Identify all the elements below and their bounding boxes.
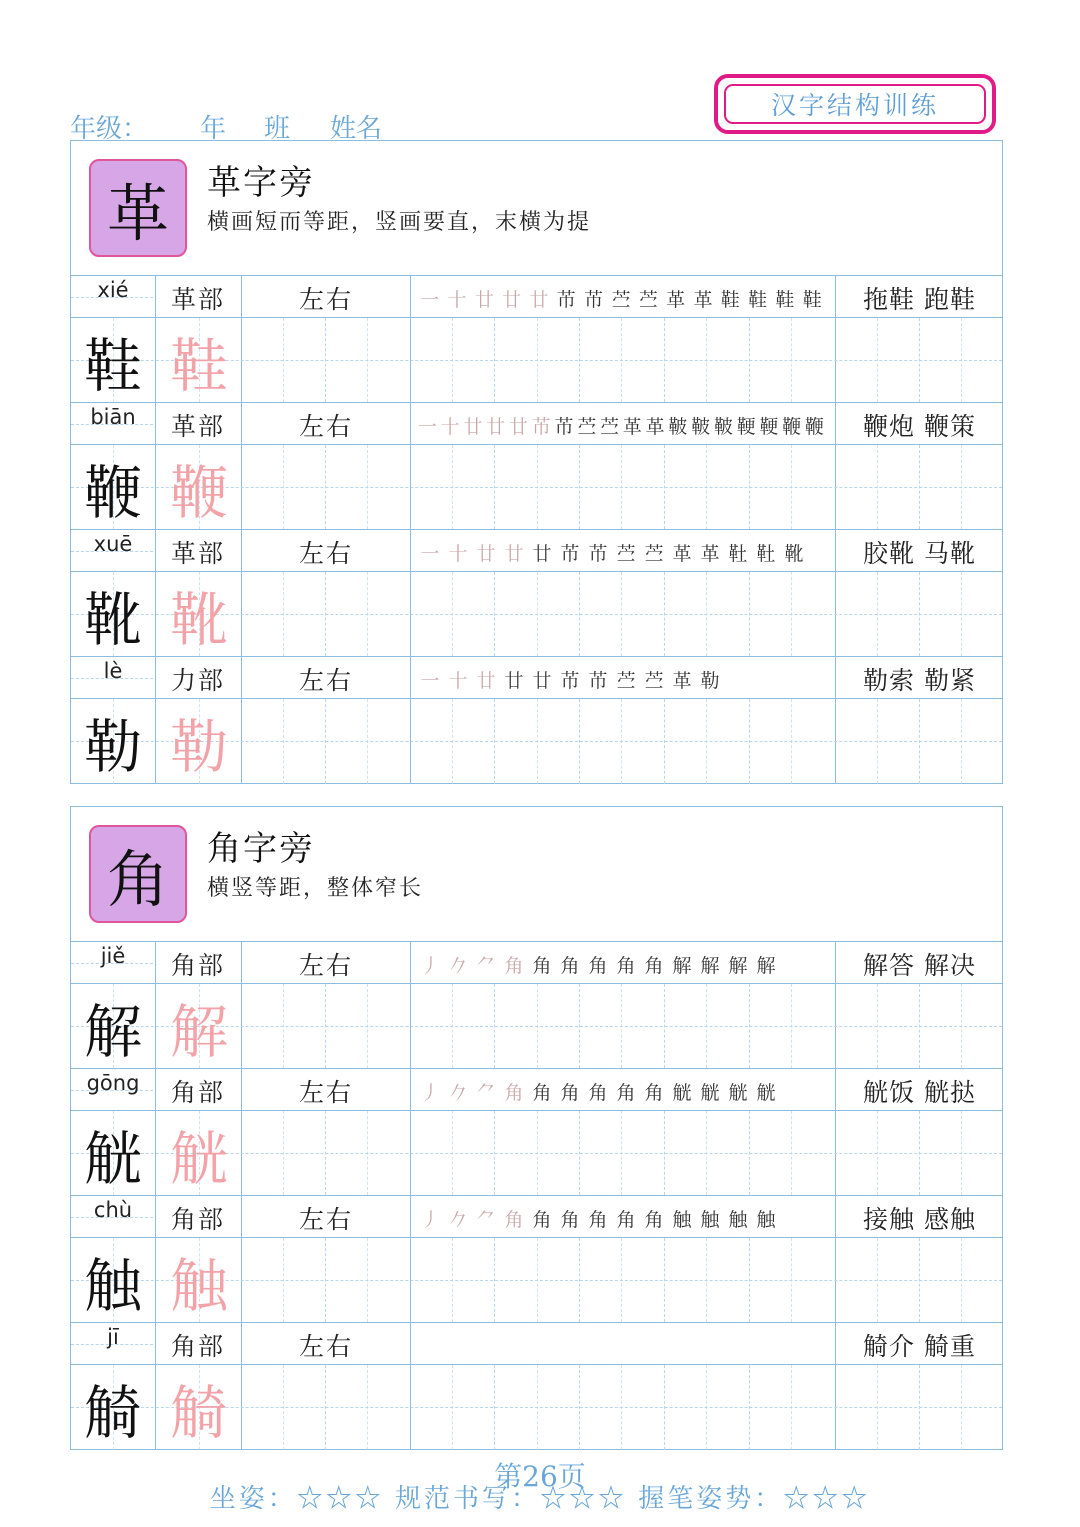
stroke-step: 一	[420, 288, 440, 311]
stroke-step: 芇	[588, 669, 608, 692]
trace-character: 勒	[169, 712, 228, 781]
stroke-step: 十	[447, 288, 467, 311]
char-row	[71, 403, 1002, 530]
example-words: 解答 解决	[863, 951, 976, 980]
stroke-order	[416, 1202, 831, 1234]
radical-category: 角部	[170, 1332, 225, 1361]
stroke-step: 鞋	[775, 288, 795, 311]
stroke-step: 𠂊	[448, 1081, 468, 1104]
structure-type: 左右	[298, 285, 353, 314]
stroke-step: 鞋	[720, 288, 740, 311]
structure-type: 左右	[298, 1205, 353, 1234]
trace-character: 鞋	[169, 331, 228, 400]
radical-description: 横竖等距，整体窄长	[207, 876, 424, 901]
stroke-step: 勒	[700, 669, 720, 692]
char-row	[71, 942, 1002, 1069]
stroke-step: 廿	[486, 415, 506, 438]
stroke-step: 廿	[474, 288, 494, 311]
stroke-step: 解	[756, 954, 776, 977]
stroke-step: 芇	[560, 542, 580, 565]
pinyin: chù	[93, 1198, 133, 1222]
stroke-step: 丿	[420, 1208, 440, 1231]
column-line	[155, 530, 156, 571]
stroke-step: 革	[645, 415, 665, 438]
stroke-step: 廿	[476, 542, 496, 565]
stroke-step: 丿	[420, 954, 440, 977]
stroke-step: 角	[532, 1081, 552, 1104]
example-words: 觥饭 觥挞	[863, 1078, 976, 1107]
radical-category: 角部	[170, 1078, 225, 1107]
structure-type: 左右	[298, 666, 353, 695]
model-character: 鞭	[83, 458, 142, 527]
pinyin: xuē	[93, 532, 133, 556]
stroke-step: 角	[504, 1208, 524, 1231]
stroke-step: 十	[448, 669, 468, 692]
radical-category: 力部	[170, 666, 225, 695]
stroke-step: 触	[700, 1208, 720, 1231]
stroke-step: 角	[588, 954, 608, 977]
stroke-order	[416, 1329, 831, 1361]
stroke-order	[416, 282, 831, 314]
pinyin: jī	[107, 1325, 119, 1349]
trace-character: 觭	[169, 1378, 228, 1447]
radical-category: 革部	[170, 539, 225, 568]
column-line	[155, 1323, 156, 1364]
stroke-step: 触	[756, 1208, 776, 1231]
model-character: 鞋	[83, 331, 142, 400]
stroke-step: 角	[616, 1081, 636, 1104]
stroke-step: 角	[644, 954, 664, 977]
trace-character: 鞭	[169, 458, 228, 527]
stroke-step: 鞁	[668, 415, 688, 438]
stroke-step: 鞁	[691, 415, 711, 438]
stroke-step: 苎	[644, 669, 664, 692]
info-band	[71, 657, 1002, 699]
stroke-order	[416, 948, 831, 980]
stroke-step: 鞋	[802, 288, 822, 311]
stroke-step: 靴	[784, 542, 804, 565]
stroke-step: 角	[588, 1081, 608, 1104]
structure-type: 左右	[298, 1332, 353, 1361]
radical-category: 革部	[170, 412, 225, 441]
radical-section	[70, 806, 1003, 1450]
stroke-step: 解	[700, 954, 720, 977]
pinyin: jiě	[100, 944, 126, 968]
stroke-step: 角	[560, 954, 580, 977]
stroke-step: 苎	[611, 288, 631, 311]
stroke-step: 芇	[554, 415, 574, 438]
stroke-step: 靯	[756, 542, 776, 565]
char-row	[71, 1323, 1002, 1450]
radical-category: 角部	[170, 1205, 225, 1234]
stroke-step: 廿	[529, 288, 549, 311]
stroke-step: 苎	[600, 415, 620, 438]
stroke-step: 十	[440, 415, 460, 438]
radical-section	[70, 140, 1003, 784]
stroke-step: 角	[532, 1208, 552, 1231]
stroke-step: 革	[700, 542, 720, 565]
stroke-step: 𠂊	[448, 954, 468, 977]
column-line	[155, 403, 156, 444]
stroke-step: 廿	[476, 669, 496, 692]
stroke-step: 一	[417, 415, 437, 438]
model-character: 觥	[83, 1124, 142, 1193]
example-words: 觭介 觭重	[863, 1332, 976, 1361]
stroke-step: 芇	[588, 542, 608, 565]
stroke-step: 触	[728, 1208, 748, 1231]
pinyin: lè	[103, 659, 123, 683]
stroke-step: 鞭	[804, 415, 824, 438]
stroke-step: 芇	[556, 288, 576, 311]
stroke-step: 角	[560, 1208, 580, 1231]
stroke-step: 鞋	[748, 288, 768, 311]
example-words: 勒索 勒紧	[863, 666, 976, 695]
stroke-step: 角	[644, 1081, 664, 1104]
writing-grid	[71, 1111, 1002, 1196]
stroke-step: 一	[420, 542, 440, 565]
stroke-step: 廿	[504, 542, 524, 565]
stroke-step: 解	[672, 954, 692, 977]
model-character: 觭	[83, 1378, 142, 1447]
info-band	[71, 1323, 1002, 1365]
column-line	[155, 1069, 156, 1110]
trace-character: 靴	[169, 585, 228, 654]
char-row	[71, 1069, 1002, 1196]
section-header	[71, 807, 1002, 942]
pinyin: biān	[90, 405, 136, 429]
char-row	[71, 1196, 1002, 1323]
stroke-step: 廿	[532, 542, 552, 565]
writing-grid	[71, 1365, 1002, 1450]
model-character: 勒	[83, 712, 142, 781]
stroke-step: 廿	[463, 415, 483, 438]
radical-title: 角字旁	[207, 829, 315, 869]
class-label: 班	[264, 114, 291, 144]
structure-type: 左右	[298, 951, 353, 980]
stroke-step: 廿	[504, 669, 524, 692]
trace-character: 觥	[169, 1124, 228, 1193]
stroke-step: 苎	[577, 415, 597, 438]
stroke-step: 苎	[638, 288, 658, 311]
example-words: 接触 感触	[863, 1205, 976, 1234]
stroke-step: 廿	[502, 288, 522, 311]
info-band	[71, 530, 1002, 572]
trace-character: 解	[169, 997, 228, 1066]
stroke-order	[416, 1075, 831, 1107]
trace-character: 触	[169, 1251, 228, 1320]
radical-description: 横画短而等距，竖画要直，末横为提	[207, 210, 592, 235]
info-band	[71, 276, 1002, 318]
stroke-order	[416, 536, 831, 568]
stroke-step: 廿	[532, 669, 552, 692]
section-header	[71, 141, 1002, 276]
writing-grid	[71, 699, 1002, 784]
stroke-step: 芇	[531, 415, 551, 438]
model-character: 触	[83, 1251, 142, 1320]
grade-label: 年级：	[70, 114, 149, 144]
stroke-step: 角	[560, 1081, 580, 1104]
stroke-step: 革	[693, 288, 713, 311]
stroke-step: 角	[616, 954, 636, 977]
stroke-step: 角	[504, 954, 524, 977]
stroke-step: 𠂊	[448, 1208, 468, 1231]
stroke-step: 廿	[508, 415, 528, 438]
stroke-step: 触	[672, 1208, 692, 1231]
column-line	[155, 276, 156, 317]
stroke-step: 觥	[672, 1081, 692, 1104]
stroke-step: 革	[666, 288, 686, 311]
stroke-step: 靯	[728, 542, 748, 565]
page-number: 第26页	[494, 1460, 586, 1493]
column-line	[155, 1196, 156, 1237]
stroke-step: 苎	[616, 669, 636, 692]
model-character: 靴	[83, 585, 142, 654]
radical-category: 角部	[170, 951, 225, 980]
writing-grid	[71, 318, 1002, 403]
stroke-step: 革	[672, 542, 692, 565]
stroke-step: 芇	[560, 669, 580, 692]
writing-grid	[71, 572, 1002, 657]
stroke-step: 角	[504, 1081, 524, 1104]
stroke-step: ⺈	[476, 1208, 496, 1231]
stroke-step: ⺈	[476, 1081, 496, 1104]
name-label: 姓名	[330, 114, 383, 144]
stroke-step: 角	[616, 1208, 636, 1231]
stroke-step: 苎	[616, 542, 636, 565]
column-line	[155, 942, 156, 983]
example-words: 胶靴 马靴	[863, 539, 976, 568]
char-row	[71, 530, 1002, 657]
stroke-step: 革	[672, 669, 692, 692]
title-badge	[714, 74, 996, 134]
pinyin: gōng	[86, 1071, 140, 1095]
writing-grid	[71, 445, 1002, 530]
example-words: 鞭炮 鞭策	[863, 412, 976, 441]
stroke-step: 革	[622, 415, 642, 438]
stroke-step: 苎	[644, 542, 664, 565]
char-row	[71, 657, 1002, 784]
pinyin: xié	[97, 278, 129, 302]
stroke-step: 鞁	[713, 415, 733, 438]
stroke-step: 觥	[728, 1081, 748, 1104]
stroke-step: 觥	[700, 1081, 720, 1104]
info-band	[71, 942, 1002, 984]
stroke-step: 觥	[756, 1081, 776, 1104]
writing-grid	[71, 984, 1002, 1069]
worksheet-title: 汉字结构训练	[724, 84, 986, 124]
info-band	[71, 403, 1002, 445]
stroke-step: ⺈	[476, 954, 496, 977]
info-band	[71, 1069, 1002, 1111]
radical-char-box: 革	[89, 159, 187, 257]
model-character: 解	[83, 997, 142, 1066]
structure-type: 左右	[298, 1078, 353, 1107]
stroke-step: 鞭	[782, 415, 802, 438]
stroke-step: 角	[532, 954, 552, 977]
stroke-step: 解	[728, 954, 748, 977]
footer-rating: 坐姿：☆☆☆ 规范书写：☆☆☆ 握笔姿势：☆☆☆	[209, 1484, 871, 1514]
char-row	[71, 276, 1002, 403]
stroke-step: 十	[448, 542, 468, 565]
stroke-order	[416, 409, 831, 441]
stroke-step: 角	[644, 1208, 664, 1231]
stroke-order	[416, 663, 831, 695]
stroke-step: 鞕	[759, 415, 779, 438]
radical-title: 革字旁	[207, 163, 315, 203]
stroke-step: 鞕	[736, 415, 756, 438]
column-line	[155, 657, 156, 698]
stroke-step: 角	[588, 1208, 608, 1231]
example-words: 拖鞋 跑鞋	[863, 285, 976, 314]
structure-type: 左右	[298, 412, 353, 441]
radical-char-box: 角	[89, 825, 187, 923]
stroke-step: 一	[420, 669, 440, 692]
year-label: 年	[200, 114, 227, 144]
info-band	[71, 1196, 1002, 1238]
writing-grid	[71, 1238, 1002, 1323]
stroke-step: 丿	[420, 1081, 440, 1104]
radical-category: 革部	[170, 285, 225, 314]
structure-type: 左右	[298, 539, 353, 568]
stroke-step: 芇	[584, 288, 604, 311]
